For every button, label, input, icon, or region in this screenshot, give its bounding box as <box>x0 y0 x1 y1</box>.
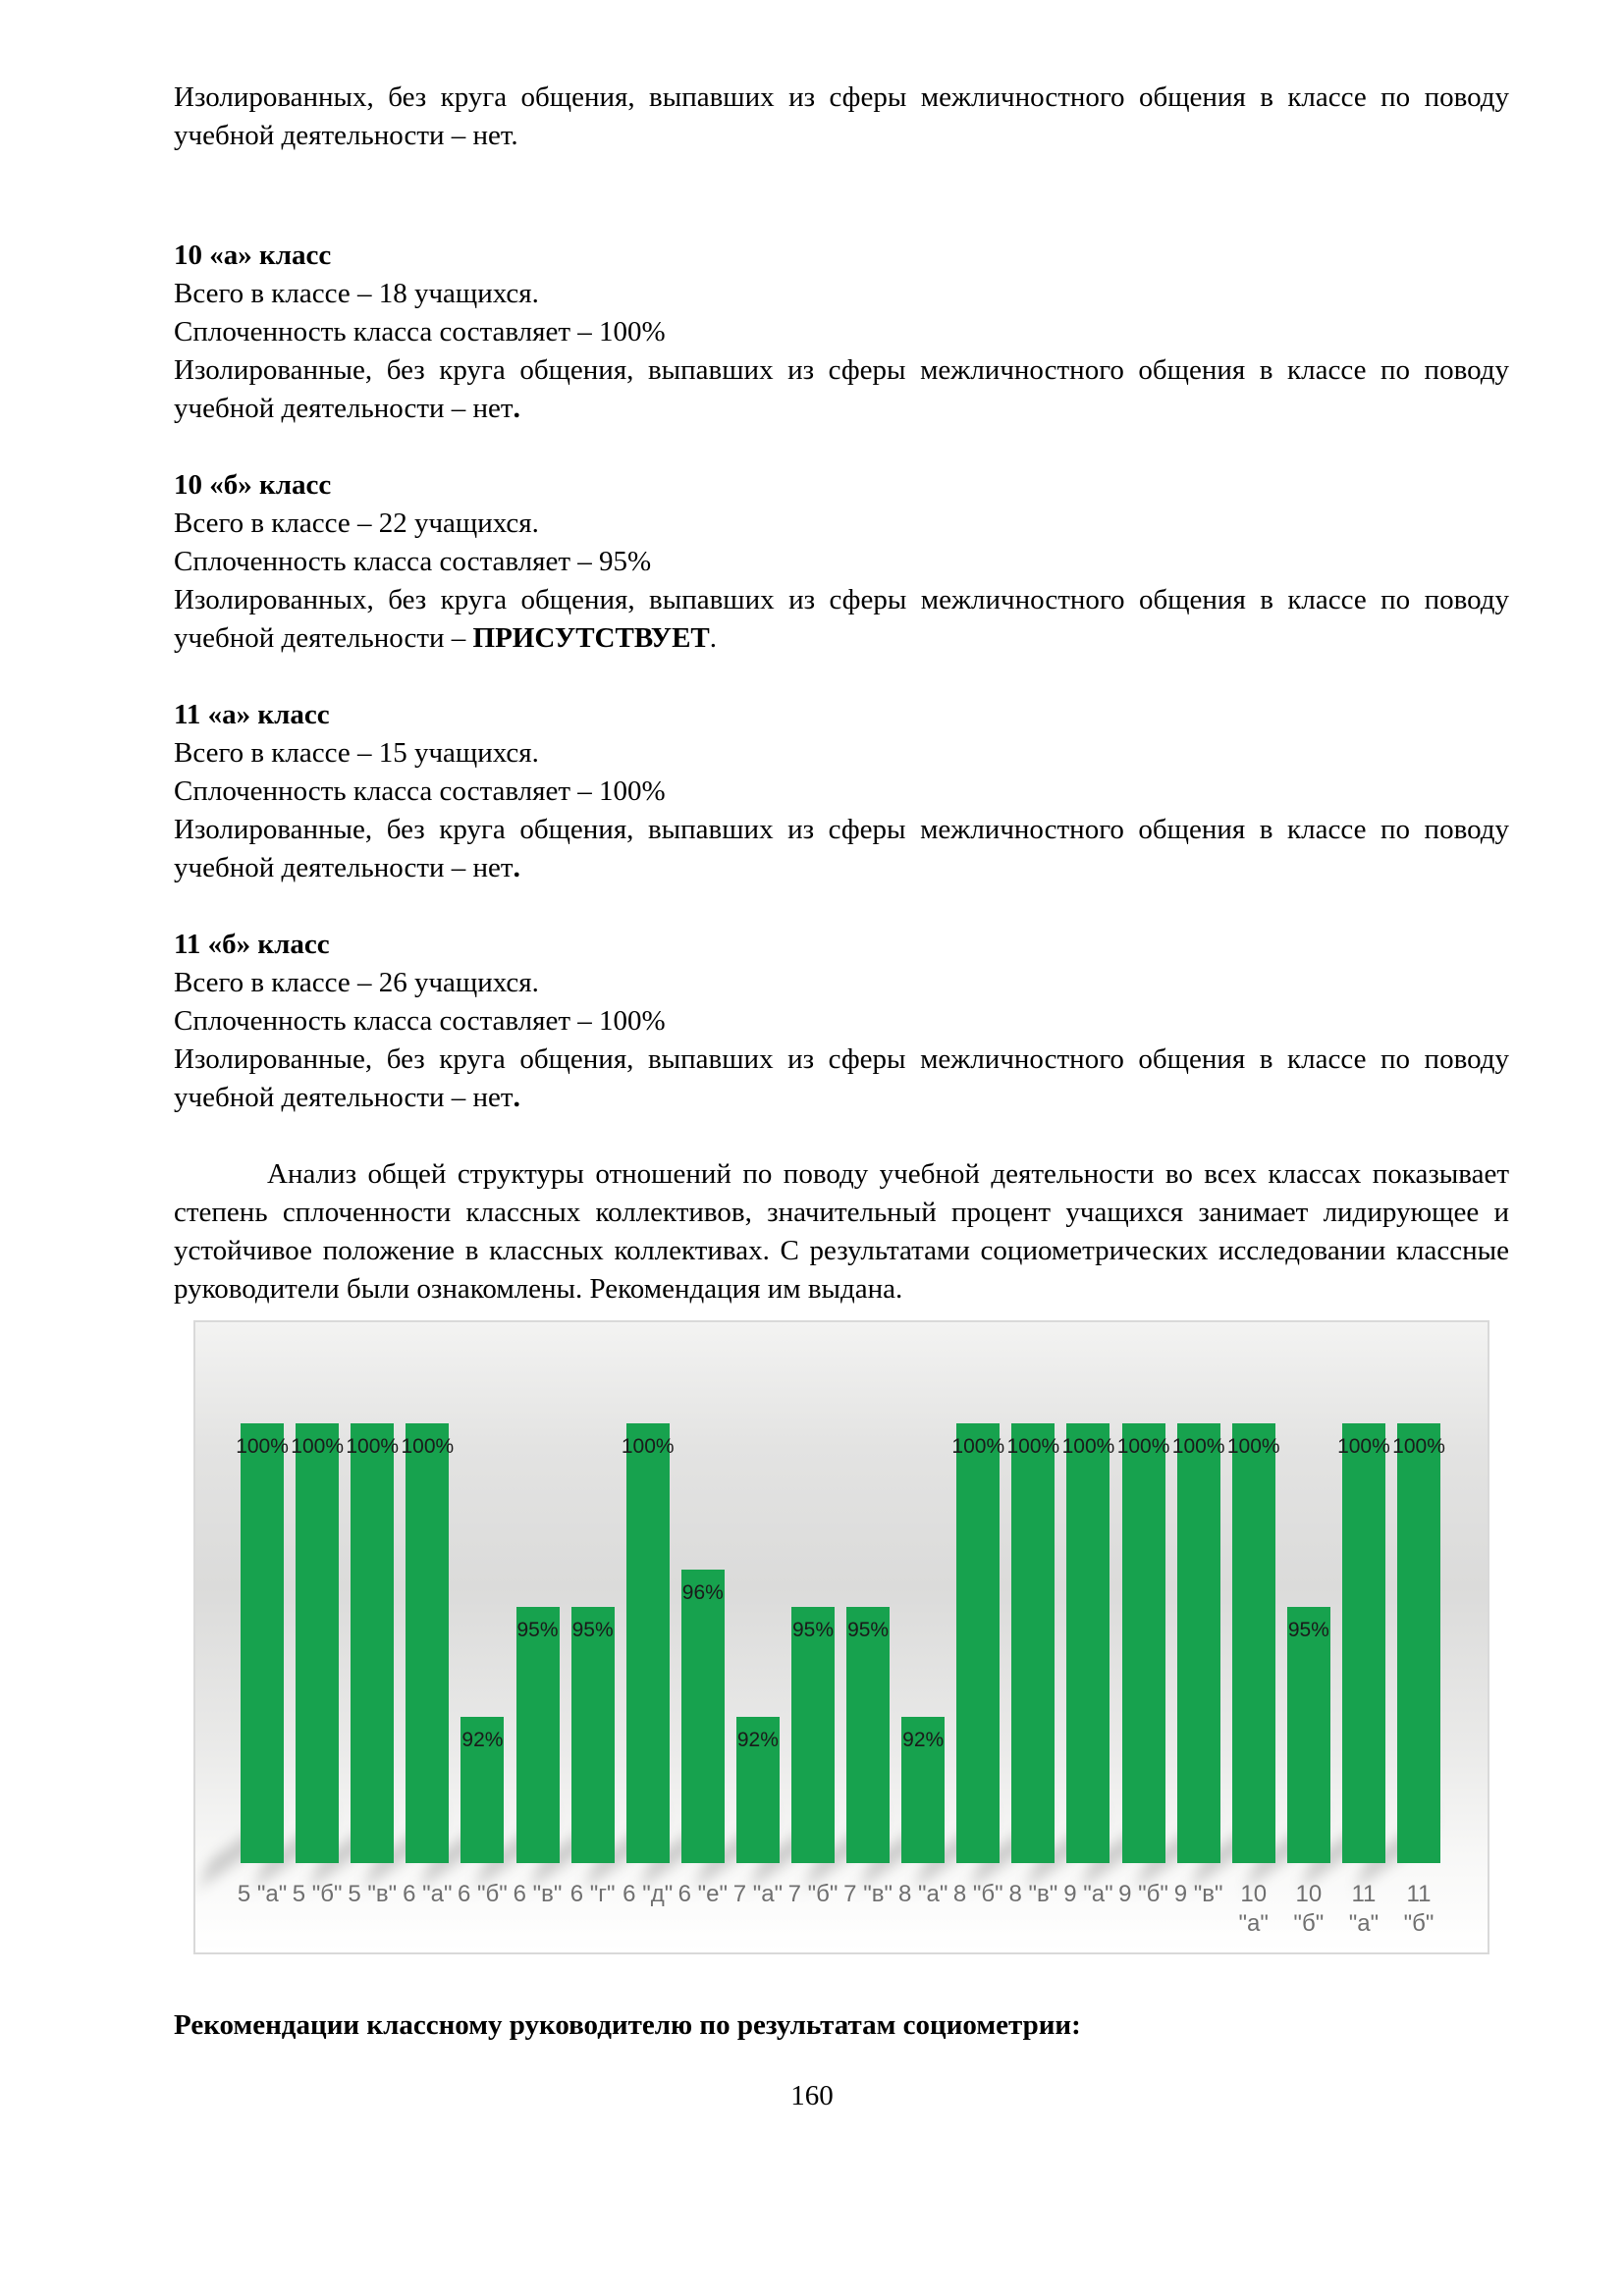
bar-value-label: 100% <box>1061 1435 1115 1458</box>
bar-slot <box>345 1423 400 1863</box>
bar-slot <box>1281 1423 1336 1863</box>
class-cohesion-line: Сплоченность класса составляет – 100% <box>174 316 666 347</box>
bar <box>736 1717 780 1863</box>
x-axis-tick: 9 "в" <box>1173 1881 1223 1907</box>
bar-slot <box>895 1423 950 1863</box>
bar-slot <box>1391 1423 1446 1863</box>
class-cohesion-line: Сплоченность класса составляет – 100% <box>174 1005 666 1037</box>
class-isolated-line <box>174 811 1509 887</box>
bar-slot <box>235 1423 290 1863</box>
class-section-title: 10 «а» класс <box>174 240 332 271</box>
bar-value-label: 95% <box>571 1619 614 1641</box>
bar <box>291 1423 344 1863</box>
bar <box>1171 1423 1225 1863</box>
class-section-title: 11 «а» класс <box>174 699 330 730</box>
isolated-status: . <box>513 393 520 424</box>
bar <box>1392 1423 1445 1863</box>
class-isolated-line <box>174 1041 1509 1117</box>
recommendations-heading: Рекомендации классному руководителю по результатам социометрии: <box>174 2009 1081 2041</box>
bar <box>1116 1423 1170 1863</box>
bar-value-label: 100% <box>1006 1435 1060 1458</box>
bar-value-label: 100% <box>401 1435 455 1458</box>
bar <box>571 1607 615 1863</box>
bar-value-label: 100% <box>1392 1435 1445 1458</box>
x-axis-tick: 6 "б" <box>458 1881 508 1907</box>
class-section-11b <box>174 926 1509 1117</box>
bar <box>346 1423 400 1863</box>
class-cohesion-line: Сплоченность класса составляет – 100% <box>174 775 666 807</box>
class-section-title: 11 «б» класс <box>174 929 330 960</box>
bar-slot <box>400 1423 455 1863</box>
isolated-status: . <box>513 1082 520 1113</box>
page-number: 160 <box>790 2080 834 2111</box>
document-body <box>174 0 1509 2045</box>
x-axis-tick: 5 "а" <box>237 1881 288 1907</box>
bar <box>621 1423 675 1863</box>
bar-slot <box>455 1423 510 1863</box>
x-axis-tick: 6 "г" <box>569 1881 616 1907</box>
bar-slot <box>731 1423 785 1863</box>
x-axis-tick: 8 "а" <box>897 1881 948 1907</box>
bar-value-label: 100% <box>346 1435 400 1458</box>
bar-slot <box>1060 1423 1115 1863</box>
bar-slot <box>785 1423 840 1863</box>
bar-value-label: 100% <box>1226 1435 1280 1458</box>
bar-value-label: 92% <box>902 1729 945 1751</box>
bar-slot <box>1171 1423 1226 1863</box>
bar <box>1061 1423 1115 1863</box>
bar-value-label: 100% <box>1171 1435 1225 1458</box>
class-total-line: Всего в классе – 26 учащихся. <box>174 967 539 998</box>
bar-value-label: 95% <box>1287 1619 1329 1641</box>
bar-value-label: 100% <box>1337 1435 1390 1458</box>
bar-value-label: 100% <box>621 1435 675 1458</box>
bar <box>516 1607 560 1863</box>
bar <box>901 1717 945 1863</box>
isolated-text: Изолированные, без круга общения, выпавших из сферы межличностного общения в классе по поводу учебной деятельности – нет <box>174 1043 1509 1113</box>
bar-slot <box>290 1423 345 1863</box>
bar <box>460 1717 504 1863</box>
bar <box>1006 1423 1060 1863</box>
x-axis-tick: 10 "б" <box>1293 1881 1325 1937</box>
isolated-text: Изолированные, без круга общения, выпавших из сферы межличностного общения в классе по поводу учебной деятельности – нет <box>174 354 1509 424</box>
x-axis-tick: 7 "б" <box>787 1881 839 1907</box>
class-isolated-line <box>174 351 1509 428</box>
x-axis-tick: 5 "б" <box>292 1881 343 1907</box>
bar <box>791 1607 835 1863</box>
bar-value-label: 92% <box>461 1729 504 1751</box>
bar <box>846 1607 890 1863</box>
bar <box>1287 1607 1330 1863</box>
class-total-line: Всего в классе – 18 учащихся. <box>174 278 539 309</box>
x-axis-tick: 9 "б" <box>1118 1881 1168 1907</box>
x-axis-tick: 8 "б" <box>952 1881 1003 1907</box>
bar-value-label: 92% <box>736 1729 779 1751</box>
bar <box>236 1423 289 1863</box>
chart-ticks <box>235 1880 1446 1939</box>
class-total-line: Всего в классе – 15 учащихся. <box>174 737 539 769</box>
x-axis-tick: 8 "в" <box>1008 1881 1058 1907</box>
x-axis-tick: 11 "б" <box>1403 1881 1435 1937</box>
class-section-10a <box>174 237 1509 428</box>
bar-slot <box>1116 1423 1171 1863</box>
x-axis-tick: 7 "в" <box>843 1881 893 1907</box>
intro-paragraph: Изолированных, без круга общения, выпавших из сферы межличностного общения в классе по поводу учебной деятельности – нет. <box>174 81 1509 151</box>
x-axis-tick: 6 "а" <box>403 1881 453 1907</box>
bar-slot <box>676 1423 731 1863</box>
x-axis-tick: 6 "д" <box>623 1881 674 1907</box>
class-cohesion-line: Сплоченность класса составляет – 95% <box>174 546 652 577</box>
bar-value-label: 95% <box>516 1619 559 1641</box>
bar-value-label: 95% <box>791 1619 834 1641</box>
x-axis-tick: 10 "а" <box>1238 1881 1269 1937</box>
bar-value-label: 95% <box>847 1619 890 1641</box>
bar-slot <box>1005 1423 1060 1863</box>
chart-plot <box>235 1423 1446 1863</box>
x-axis-tick: 7 "а" <box>732 1881 784 1907</box>
bar <box>1226 1423 1280 1863</box>
x-axis-tick: 6 "е" <box>677 1881 728 1907</box>
bar-slot <box>1226 1423 1281 1863</box>
class-total-line: Всего в классе – 22 учащихся. <box>174 507 539 539</box>
x-axis-tick: 11 "а" <box>1348 1881 1380 1937</box>
analysis-paragraph: Анализ общей структуры отношений по поводу учебной деятельности во всех классах показывает степень сплоченности классных коллективов, значительный процент учащихся занимает лидирующее и устойчивое положение в классных коллективах. С результатами социометрических исследовании классные руководители были ознакомлены. Рекомендация им выдана. <box>174 1158 1509 1305</box>
x-axis-tick: 9 "а" <box>1063 1881 1113 1907</box>
bar <box>1337 1423 1390 1863</box>
bar-value-label: 100% <box>1116 1435 1170 1458</box>
bar-value-label: 96% <box>681 1581 724 1604</box>
bar-value-label: 100% <box>291 1435 344 1458</box>
bar-slot <box>621 1423 676 1863</box>
class-section-title: 10 «б» класс <box>174 469 332 501</box>
bar <box>951 1423 1005 1863</box>
isolated-tail: . <box>709 622 718 654</box>
isolated-text: Изолированные, без круга общения, выпавших из сферы межличностного общения в классе по поводу учебной деятельности – нет <box>174 814 1509 883</box>
bar-slot <box>950 1423 1005 1863</box>
class-isolated-line <box>174 581 1509 658</box>
bar-slot <box>1336 1423 1391 1863</box>
class-section-10b <box>174 466 1509 658</box>
bar <box>681 1570 725 1863</box>
bar-value-label: 100% <box>951 1435 1005 1458</box>
bar-slot <box>840 1423 895 1863</box>
isolated-status: ПРИСУТСТВУЕТ <box>472 622 710 654</box>
bar-slot <box>566 1423 621 1863</box>
cohesion-bar-chart <box>193 1320 1489 1954</box>
isolated-text: Изолированных, без круга общения, выпавших из сферы межличностного общения в классе по поводу учебной деятельности – <box>174 584 1509 654</box>
bar-slot <box>510 1423 565 1863</box>
class-section-11a <box>174 696 1509 887</box>
x-axis-tick: 6 "в" <box>513 1881 563 1907</box>
x-axis-tick: 5 "в" <box>348 1881 398 1907</box>
isolated-status: . <box>513 852 520 883</box>
bar <box>401 1423 455 1863</box>
bar-value-label: 100% <box>236 1435 289 1458</box>
